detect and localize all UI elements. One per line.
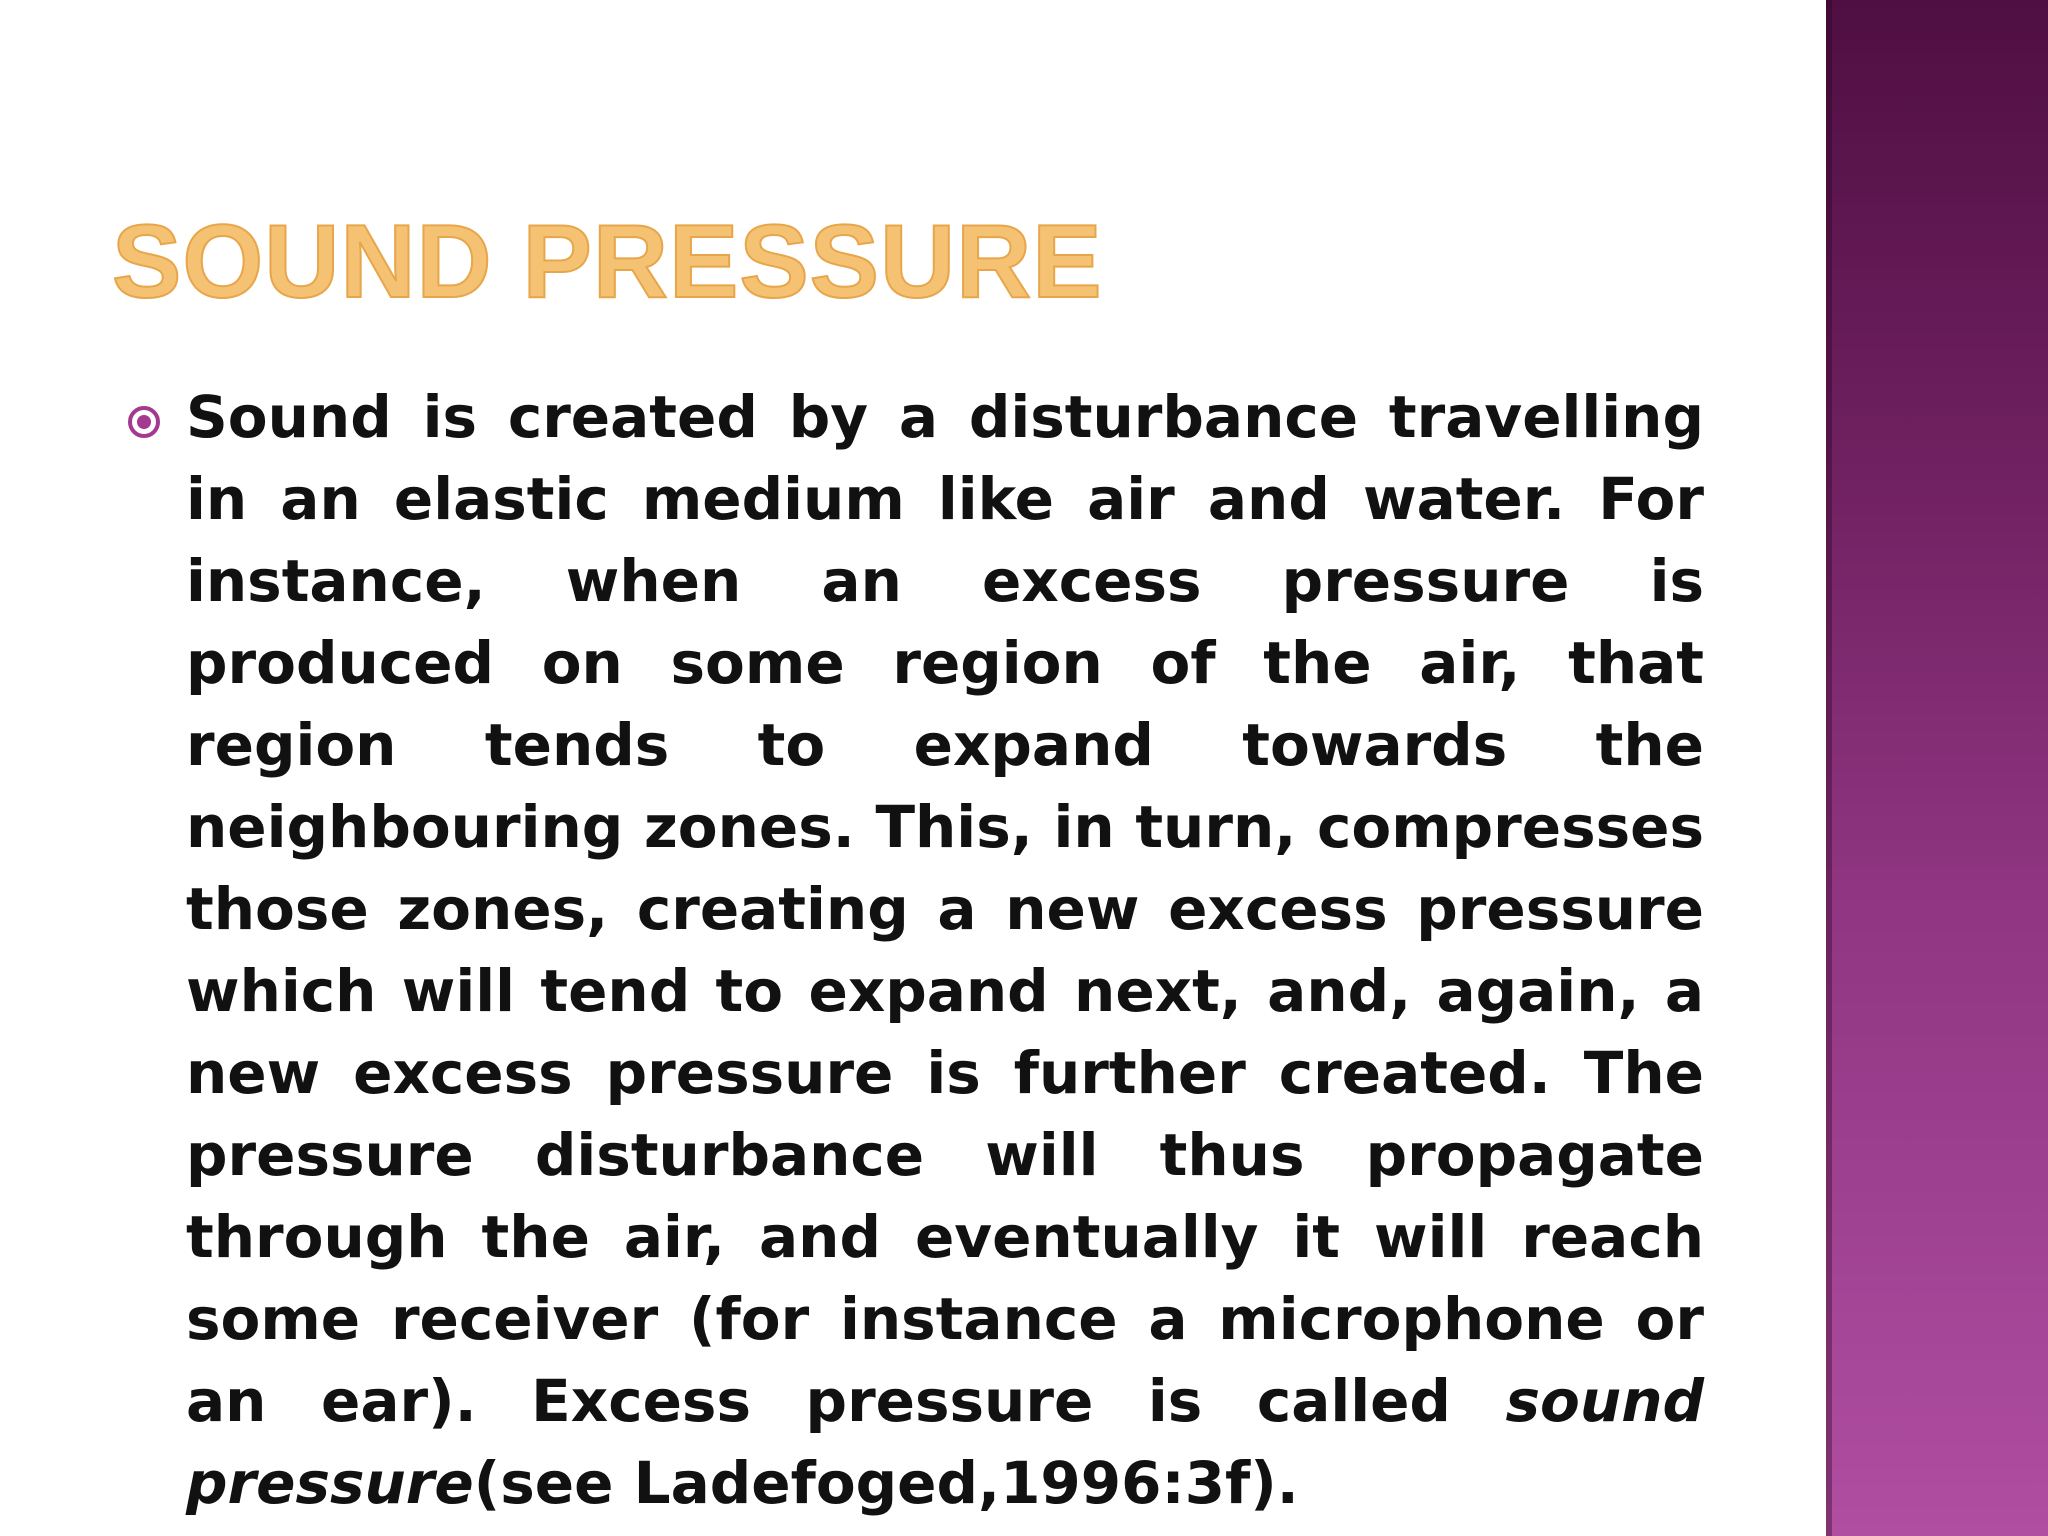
bullet-text — [186, 376, 1704, 1524]
bullet-text-citation: (see Ladefoged,1996:3f). — [473, 1449, 1299, 1517]
circle-dot-bullet-icon — [126, 404, 162, 440]
slide-title: SOUND PRESSURE — [112, 204, 1103, 320]
bullet-text-emphasis: sound pressure — [186, 1367, 1704, 1517]
bullet-text-main: Sound is created by a disturbance travelling in an elastic medium like air and water. For instance, when an excess pressure is produced on some region of the air, that region tends to expand towards the neighbouring zones. This, in turn, compresses those zones, creating a new excess pressure which will tend to expand next, and, again, a new excess pressure is further created. The pressure disturbance will thus propagate through the air, and eventually it will reach some receiver (for instance a microphone or an ear). Excess pressure is called — [186, 383, 1704, 1435]
decorative-side-band — [1826, 0, 2048, 1536]
side-band-edge — [1826, 0, 1832, 1536]
bullet-item — [126, 376, 1704, 1524]
slide-body — [126, 376, 1704, 1524]
